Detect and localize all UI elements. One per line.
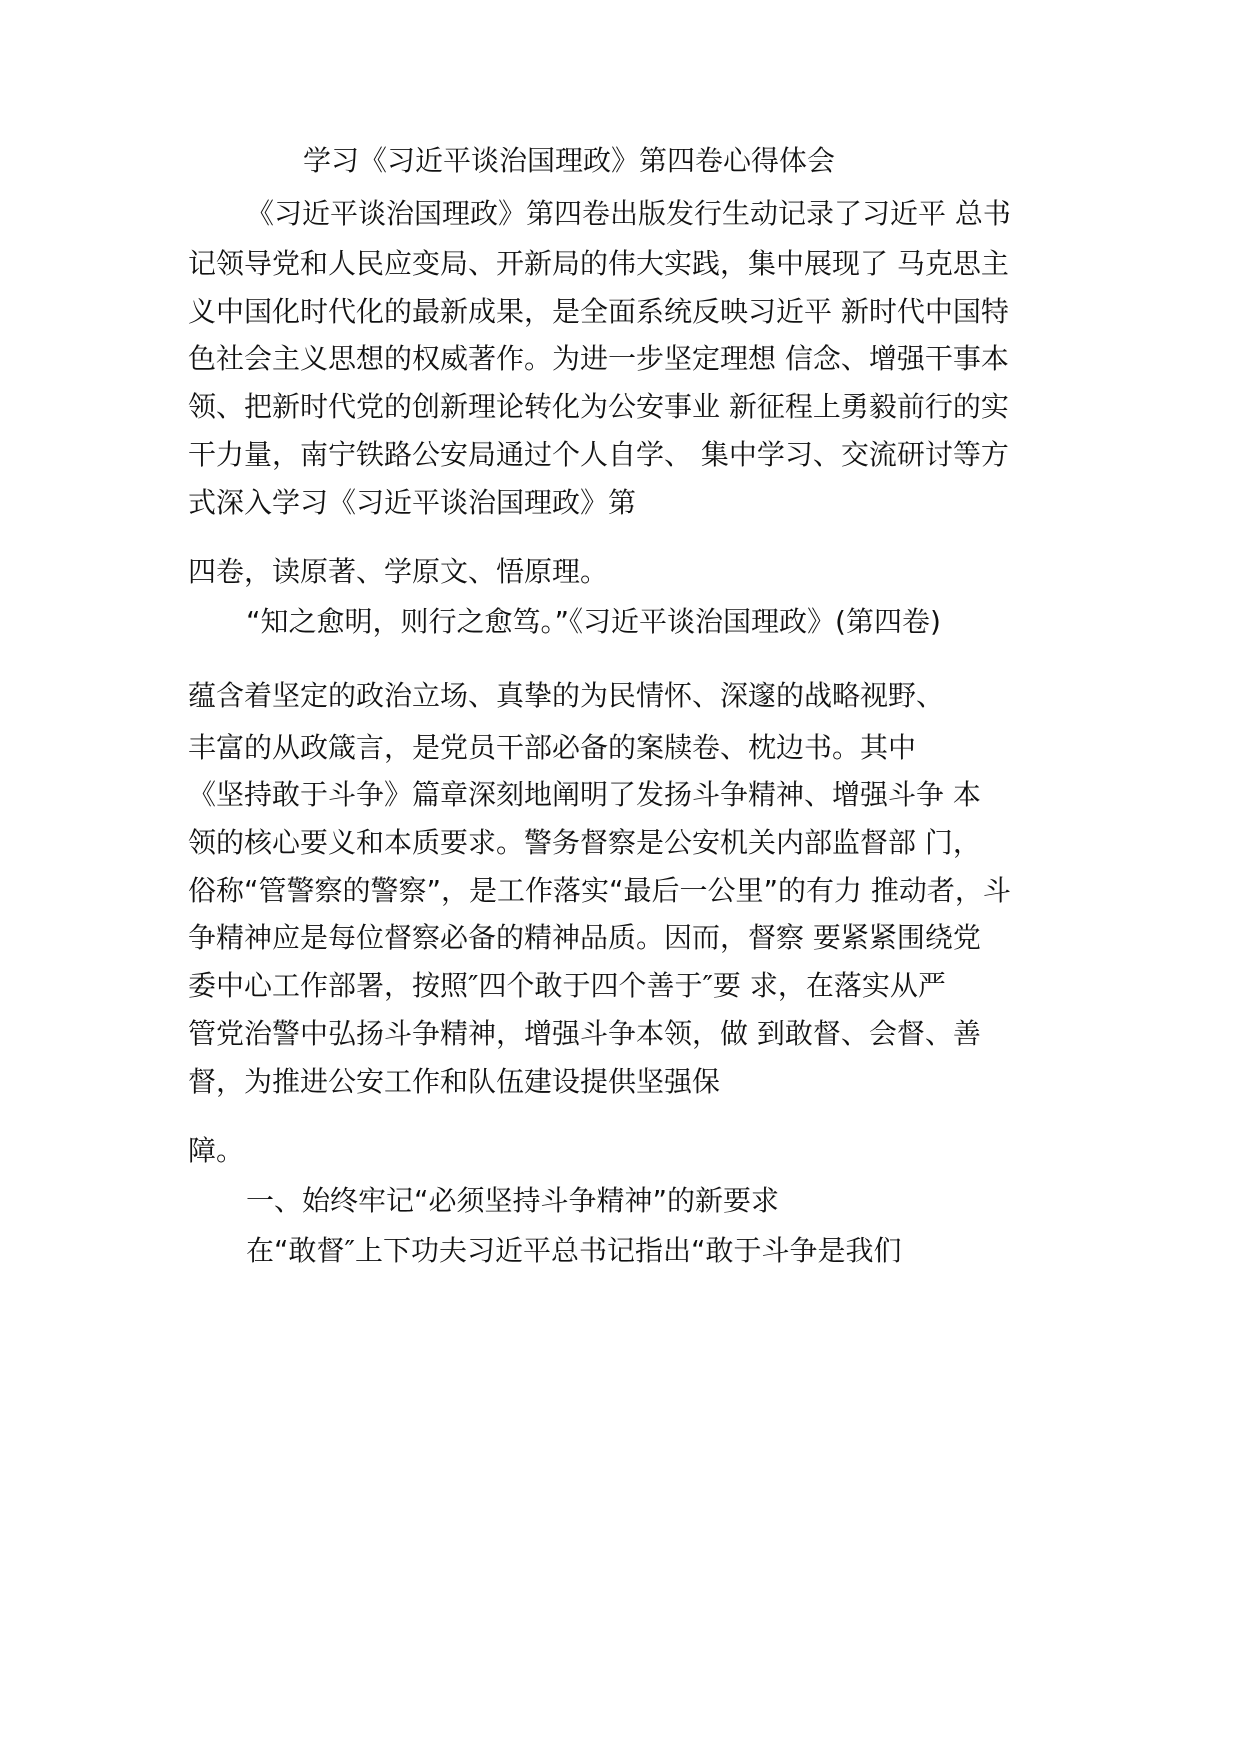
paragraph-line: 督，为推进公安工作和队伍建设提供坚强保 (188, 1065, 721, 1098)
paragraph-line: 色社会主义思想的权威著作。为进一步坚定理想 信念、增强干事本 (188, 342, 1009, 375)
paragraph-line: 障。 (188, 1134, 245, 1167)
paragraph-line: 《坚持敢于斗争》篇章深刻地阐明了发扬斗争精神、增强斗争 本 (188, 778, 981, 811)
quote-line: “知之愈明，则行之愈笃。”《习近平谈治国理政》(第四卷) (246, 605, 941, 638)
paragraph-line: 争精神应是每位督察必备的精神品质。因而，督察 要紧紧围绕党 (188, 921, 981, 954)
paragraph-line: 式深入学习《习近平谈治国理政》第 (188, 486, 637, 519)
paragraph-line: 干力量，南宁铁路公安局通过个人自学、 集中学习、交流研讨等方 (188, 438, 1009, 471)
section-heading: 一、始终牢记“必须坚持斗争精神”的新要求 (246, 1184, 780, 1217)
paragraph-line: 领、把新时代党的创新理论转化为公安事业 新征程上勇毅前行的实 (188, 390, 1009, 423)
paragraph-line: 领的核心要义和本质要求。警务督察是公安机关内部监督部 门， (188, 826, 981, 859)
paragraph-line: 义中国化时代化的最新成果，是全面系统反映习近平 新时代中国特 (188, 295, 1009, 328)
paragraph-line: 蕴含着坚定的政治立场、真挚的为民情怀、深邃的战略视野、 (188, 679, 945, 712)
document-title: 学习《习近平谈治国理政》第四卷心得体会 (303, 144, 836, 177)
paragraph-line: 丰富的从政箴言，是党员干部必备的案牍卷、枕边书。其中 (188, 731, 917, 764)
paragraph-line: 俗称“管警察的警察”，是工作落实“最后一公里”的有力 推动者，斗 (188, 874, 1011, 907)
paragraph-line: 管党治警中弘扬斗争精神，增强斗争本领，做 到敢督、会督、善 (188, 1017, 981, 1050)
paragraph-line: 四卷，读原著、学原文、悟原理。 (188, 555, 609, 588)
paragraph-line: 记领导党和人民应变局、开新局的伟大实践，集中展现了 马克思主 (188, 247, 1009, 280)
paragraph-line: 在“敢督″上下功夫习近平总书记指出“敢于斗争是我们 (246, 1234, 902, 1267)
paragraph-line: 委中心工作部署，按照″四个敢于四个善于″要 求，在落实从严 (188, 969, 946, 1002)
paragraph-line: 《习近平谈治国理政》第四卷出版发行生动记录了习近平 总书 (246, 197, 1011, 230)
